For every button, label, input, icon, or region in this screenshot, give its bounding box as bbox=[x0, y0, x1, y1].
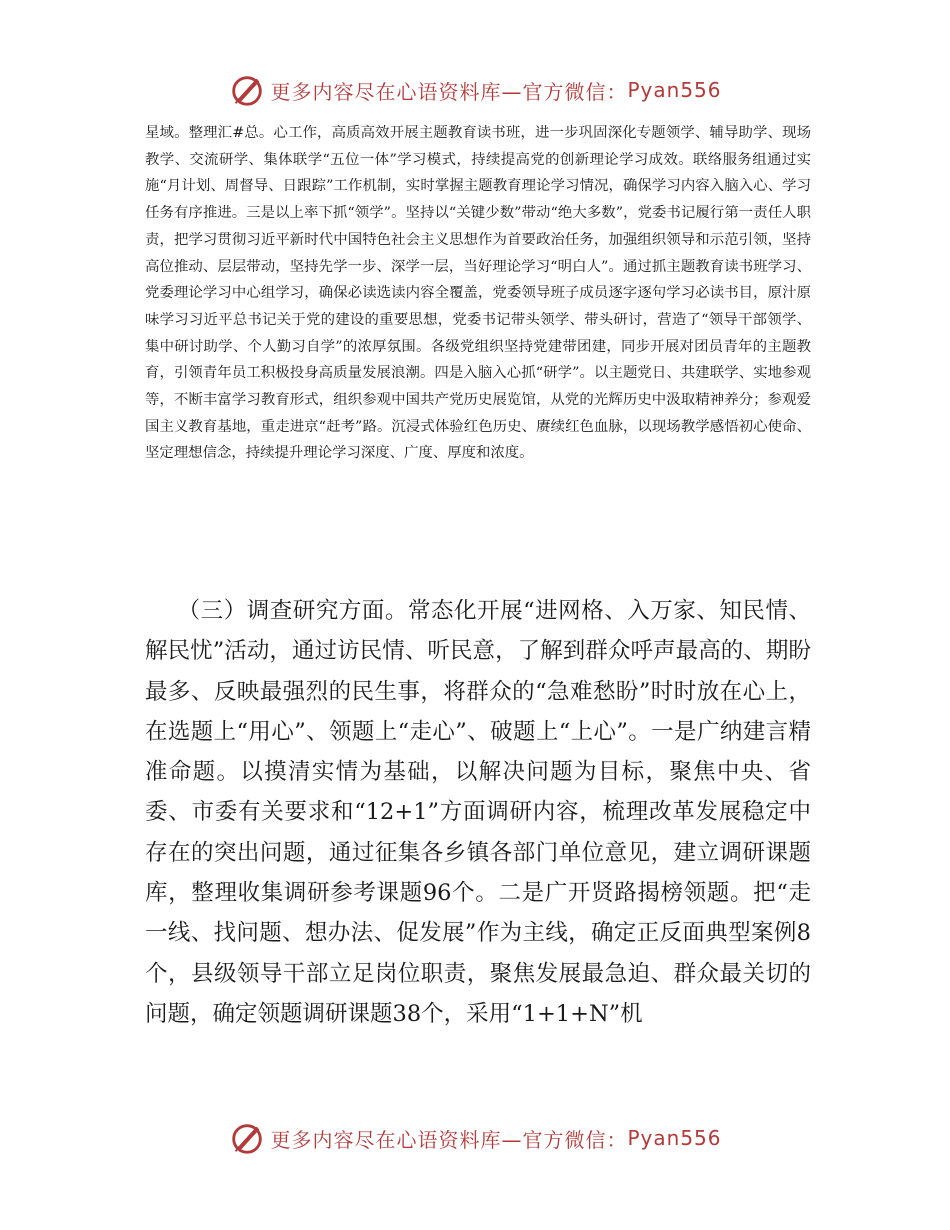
quill-seal-logo-icon bbox=[228, 71, 266, 109]
banner-wechat-id: Pyan556 bbox=[627, 78, 722, 102]
footer-banner bbox=[0, 1118, 950, 1158]
body-paragraph-2: （三）调查研究方面。常态化开展“进网格、入万家、知民情、解民忧”活动，通过访民情、听民意，了解到群众呼声最高的、期盼最多、反映最强烈的民生事，将群众的“急难愁盼”时时放在心上，在选题上“用心”、领题上“走心”、破题上“上心”。一是广纳建言精准命题。以摸清实情为基础，以解决问题为目标，聚焦中央、省委、市委有关要求和“12+1”方面调研内容，梳理改革发展稳定中存在的突出问题，通过征集各乡镇各部门单位意见，建立调研课题库，整理收集调研参考课题96个。二是广开贤路揭榜领题。把“走一线、找问题、想办法、促发展”作为主线，确定正反面典型案例8个，县级领导干部立足岗位职责，聚焦发展最急迫、群众最关切的问题，确定领题调研课题38个，采用“1+1+N”机 bbox=[145, 598, 811, 1027]
banner-text: 更多内容尽在心语资料库—官方微信： bbox=[270, 79, 628, 104]
banner-text: 更多内容尽在心语资料库—官方微信： bbox=[270, 1127, 628, 1152]
header-banner bbox=[0, 70, 950, 110]
quill-seal-logo-icon bbox=[228, 1119, 266, 1157]
banner-wechat-id: Pyan556 bbox=[627, 1126, 722, 1150]
body-paragraph-1: 星域。整理汇#总。心工作，高质高效开展主题教育读书班，进一步巩固深化专题领学、辅导助学、现场教学、交流研学、集体联学“五位一体”学习模式，持续提高党的创新理论学习成效。联络服务组通过实施“月计划、周督导、日跟踪”工作机制，实时掌握主题教育理论学习情况，确保学习内容入脑入心、学习任务有序推进。三是以上率下抓“领学”。坚持以“关键少数”带动“绝大多数”，党委书记履行第一责任人职责，把学习贯彻习近平新时代中国特色社会主义思想作为首要政治任务，加强组织领导和示范引领，坚持高位推动、层层带动，坚持先学一步、深学一层，当好理论学习“明白人”。通过抓主题教育读书班学习、党委理论学习中心组学习，确保必读选读内容全覆盖，党委领导班子成员逐字逐句学习必读书目，原汁原味学习习近平总书记关于党的建设的重要思想，党委书记带头领学、带头研讨，营造了“领导干部领学、集中研讨助学、个人勤习自学”的浓厚氛围。各级党组织坚持党建带团建，同步开展对团员青年的主题教育，引领青年员工积极投身高质量发展浪潮。四是入脑入心抓“研学”。以主题党日、共建联学、实地参观等，不断丰富学习教育形式，组织参观中国共产党历史展览馆，从党的光辉历史中汲取精神养分；参观爱国主义教育基地，重走进京“赶考”路。沉浸式体验红色历史、赓续红色血脉，以现场教学感悟初心使命、坚定理想信念，持续提升理论学习深度、广度、厚度和浓度。 bbox=[145, 125, 811, 462]
